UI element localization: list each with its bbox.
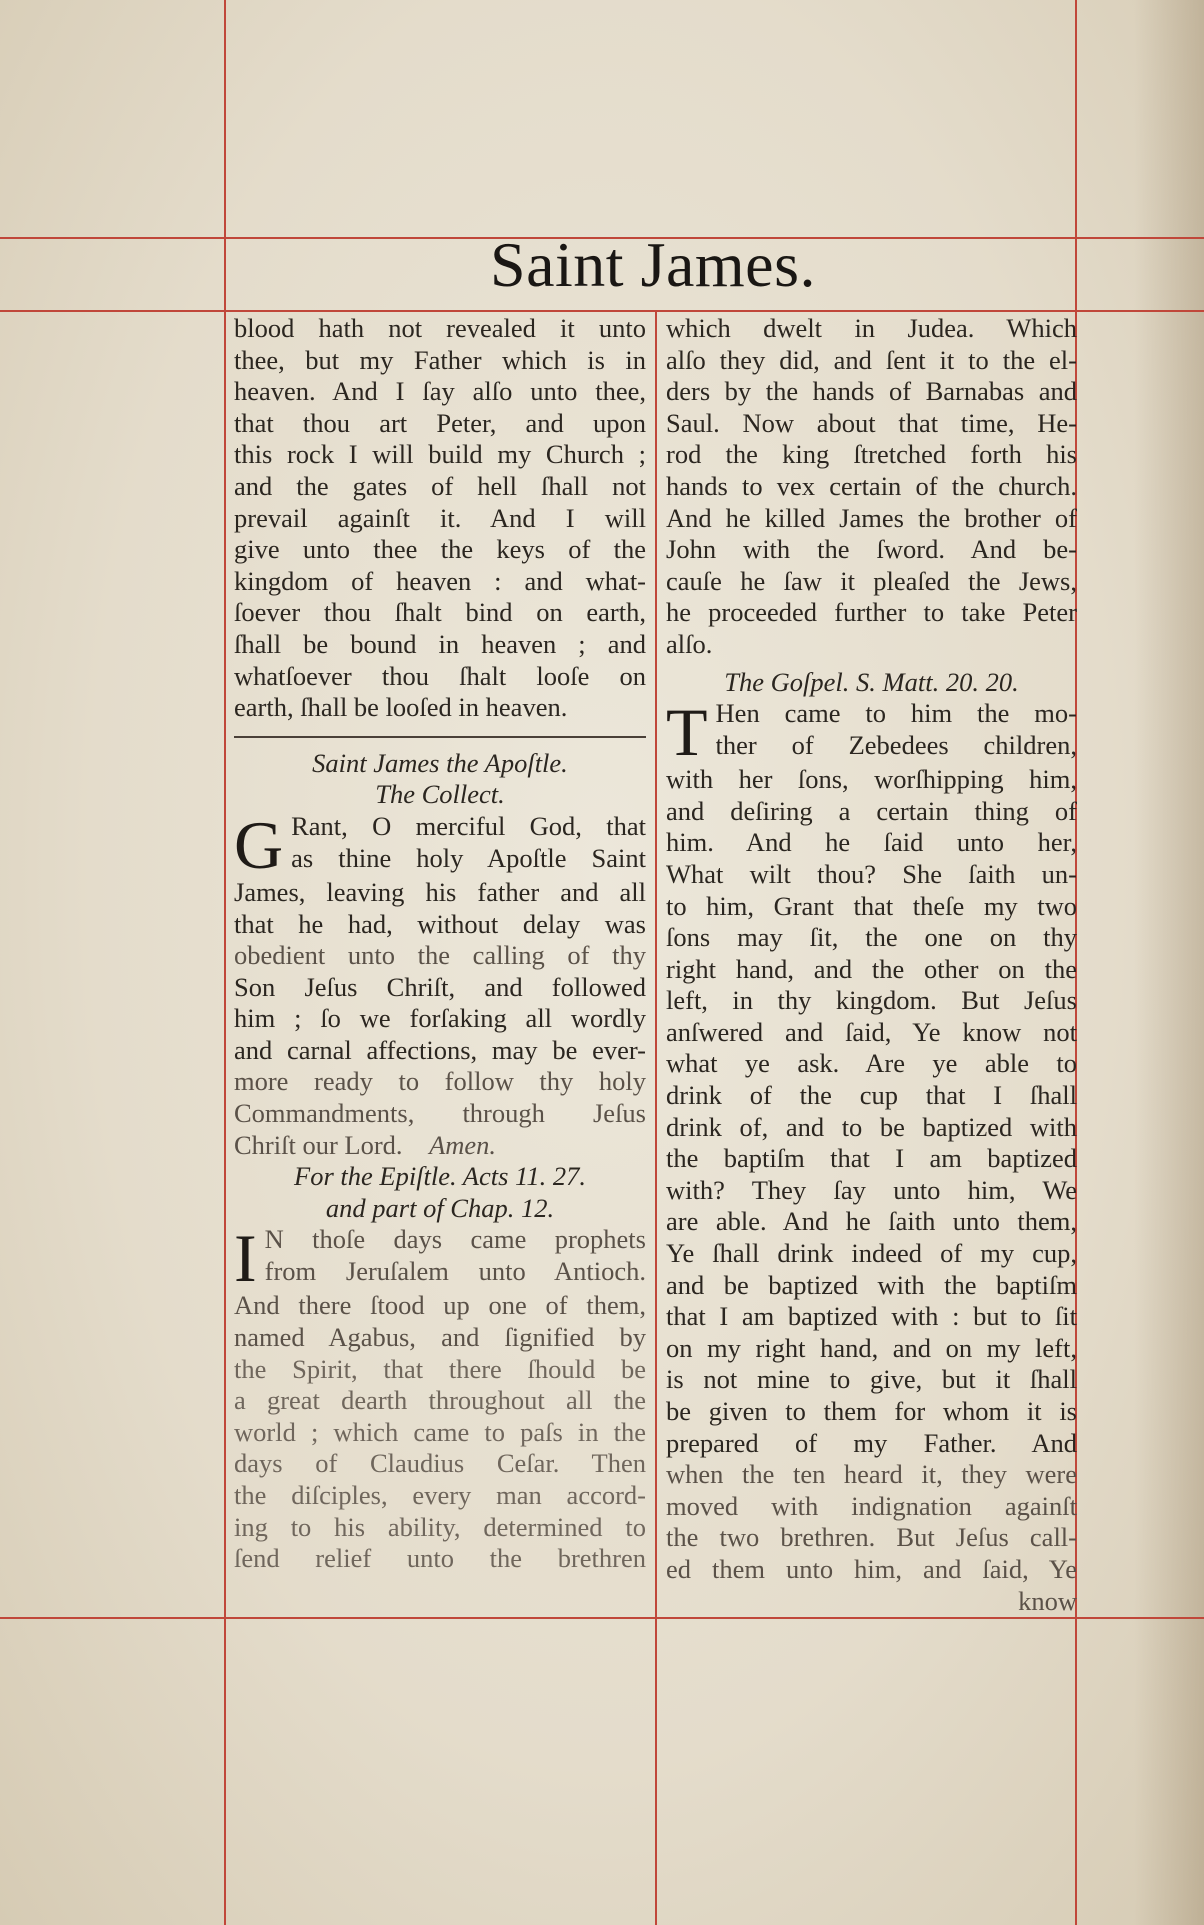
text-line: Son Jeſus Chriſt, and followed [234,971,646,1002]
text-line: prepared of my Father. And [666,1427,1077,1458]
text-line: drink of the cup that I ſhall [666,1080,1077,1111]
text-line: prevail againſt it. And I will [234,502,646,533]
left-column [234,313,646,1575]
rule-center [655,312,657,1925]
text-line: and carnal affections, may be ever- [234,1034,646,1065]
rule-top-2 [0,310,1204,312]
text-line: ſend relief unto the brethren [234,1543,646,1574]
collect-heading: The Collect. [375,779,505,810]
text-line: alſo. [666,628,713,659]
text-line: and be baptized with the baptiſm [666,1269,1077,1300]
text-line: And he killed James the brother of [666,502,1077,533]
text-line: whatſoever thou ſhalt looſe on [234,660,646,691]
rule-left [224,0,226,1925]
collect-amen: Amen. [429,1129,497,1160]
text-line: the two brethren. But Jeſus call- [666,1522,1077,1553]
text-line: that I am baptized with : but to ſit [666,1301,1077,1332]
text-line: be given to them for whom it is [666,1396,1077,1426]
text-line: he proceeded further to take Peter [666,597,1077,628]
text-line: are able. And he ſaith unto them, [666,1206,1077,1237]
text-line: ſons may ſit, the one on thy [666,922,1077,953]
catchword: know [1018,1585,1077,1616]
page-title: Saint James. [490,229,816,300]
text-line: And there ſtood up one of them, [234,1290,646,1321]
text-line: kingdom of heaven : and what- [234,565,646,596]
gospel-end-text [234,313,646,724]
drop-cap: T [666,694,708,771]
text-line: ſhall be bound in heaven ; and [234,628,646,659]
text-line: Rant, O merciful God, that [291,810,646,841]
text-line: what ye ask. Are ye able to [666,1048,1077,1079]
text-line: named Agabus, and ſignified by [234,1322,646,1353]
epistle-heading-cont: and part of Chap. 12. [325,1192,555,1223]
text-line: hands to vex certain of the church. [666,470,1077,501]
text-line: Hen came to him the mo- [715,698,1077,729]
text-line: ther of Zebedees children, [715,729,1077,760]
epistle-heading: For the Epiſtle. Acts 11. 27. [294,1161,586,1192]
text-line: earth, ſhall be looſed in heaven. [234,692,568,723]
text-line: heaven. And I ſay alſo unto thee, [234,376,646,407]
epistle-continued-text [666,313,1077,661]
text-line: ing to his ability, determined to [234,1511,646,1542]
text-line: anſwered and ſaid, Ye know not [666,1016,1077,1047]
text-line: Commandments, through Jeſus [234,1098,646,1129]
collect-closing: Chriſt our Lord. [234,1129,403,1160]
text-line: days of Claudius Ceſar. Then [234,1448,646,1479]
page-edge-shadow [1134,0,1204,1925]
text-line: that he had, without delay was [234,908,646,939]
feast-heading: Saint James the Apoſtle. [312,747,568,778]
text-line: is not mine to give, but it ſhall [666,1364,1077,1395]
text-line: that thou art Peter, and upon [234,407,646,438]
rule-bottom [0,1617,1204,1619]
text-line: this rock I will build my Church ; [234,439,646,470]
text-line: to him, Grant that theſe my two [666,890,1077,921]
text-line [234,1130,646,1162]
text-line: ders by the hands of Barnabas and [666,376,1077,407]
text-line: N thoſe days came prophets [264,1224,646,1255]
text-line: moved with indignation againſt [666,1490,1077,1521]
text-line: rod the king ſtretched forth his [666,439,1077,470]
text-line: obedient unto the calling of thy [234,940,646,971]
text-line: right hand, and the other on the [666,953,1077,984]
text-line: when the ten heard it, they were [666,1459,1077,1490]
text-line: ed them unto him, and ſaid, Ye [666,1553,1077,1584]
gospel-heading: The Goſpel. S. Matt. 20. 20. [724,666,1019,697]
text-line: which dwelt in Judea. Which [666,313,1077,343]
text-line: from Jeruſalem unto Antioch. [264,1256,646,1287]
text-line: thee, but my Father which is in [234,344,646,375]
text-line: blood hath not revealed it unto [234,313,646,343]
drop-cap: I [234,1220,257,1297]
collect-text [234,806,646,1161]
text-line: on my right hand, and on my left, [666,1332,1077,1363]
drop-cap: G [234,806,284,883]
text-line: cauſe he ſaw it pleaſed the Jews, [666,565,1077,596]
text-line: Ye ſhall drink indeed of my cup, [666,1238,1077,1269]
text-line: drink of, and to be baptized with [666,1111,1077,1142]
gospel-text [666,694,1077,1617]
text-line: the Spirit, that there ſhould be [234,1353,646,1384]
text-line: with? They ſay unto him, We [666,1174,1077,1205]
text-line: What wilt thou? She ſaith un- [666,858,1077,889]
text-line: left, in thy kingdom. But Jeſus [666,985,1077,1016]
text-line: and the gates of hell ſhall not [234,470,646,501]
text-line: the baptiſm that I am baptized [666,1143,1077,1174]
text-line: give unto thee the keys of the [234,534,646,565]
text-line: him. And he ſaid unto her, [666,827,1077,858]
text-line: John with the ſword. And be- [666,534,1077,565]
text-line: the diſciples, every man accord- [234,1480,646,1510]
text-line: James, leaving his father and all [234,876,646,907]
text-line: more ready to follow thy holy [234,1066,646,1097]
text-line: with her ſons, worſhipping him, [666,764,1077,795]
section-divider [234,736,646,738]
text-line: him ; ſo we forſaking all wordly [234,1003,646,1034]
text-line: ſoever thou ſhalt bind on earth, [234,597,646,628]
text-line: and deſiring a certain thing of [666,795,1077,826]
epistle-text [234,1220,646,1574]
text-line: alſo they did, and ſent it to the el- [666,344,1077,375]
text-line: Saul. Now about that time, He- [666,407,1077,438]
text-line: world ; which came to paſs in the [234,1416,646,1447]
right-column [666,313,1077,1617]
text-line: a great dearth throughout all the [234,1385,646,1416]
text-line: as thine holy Apoſtle Saint [291,842,646,873]
